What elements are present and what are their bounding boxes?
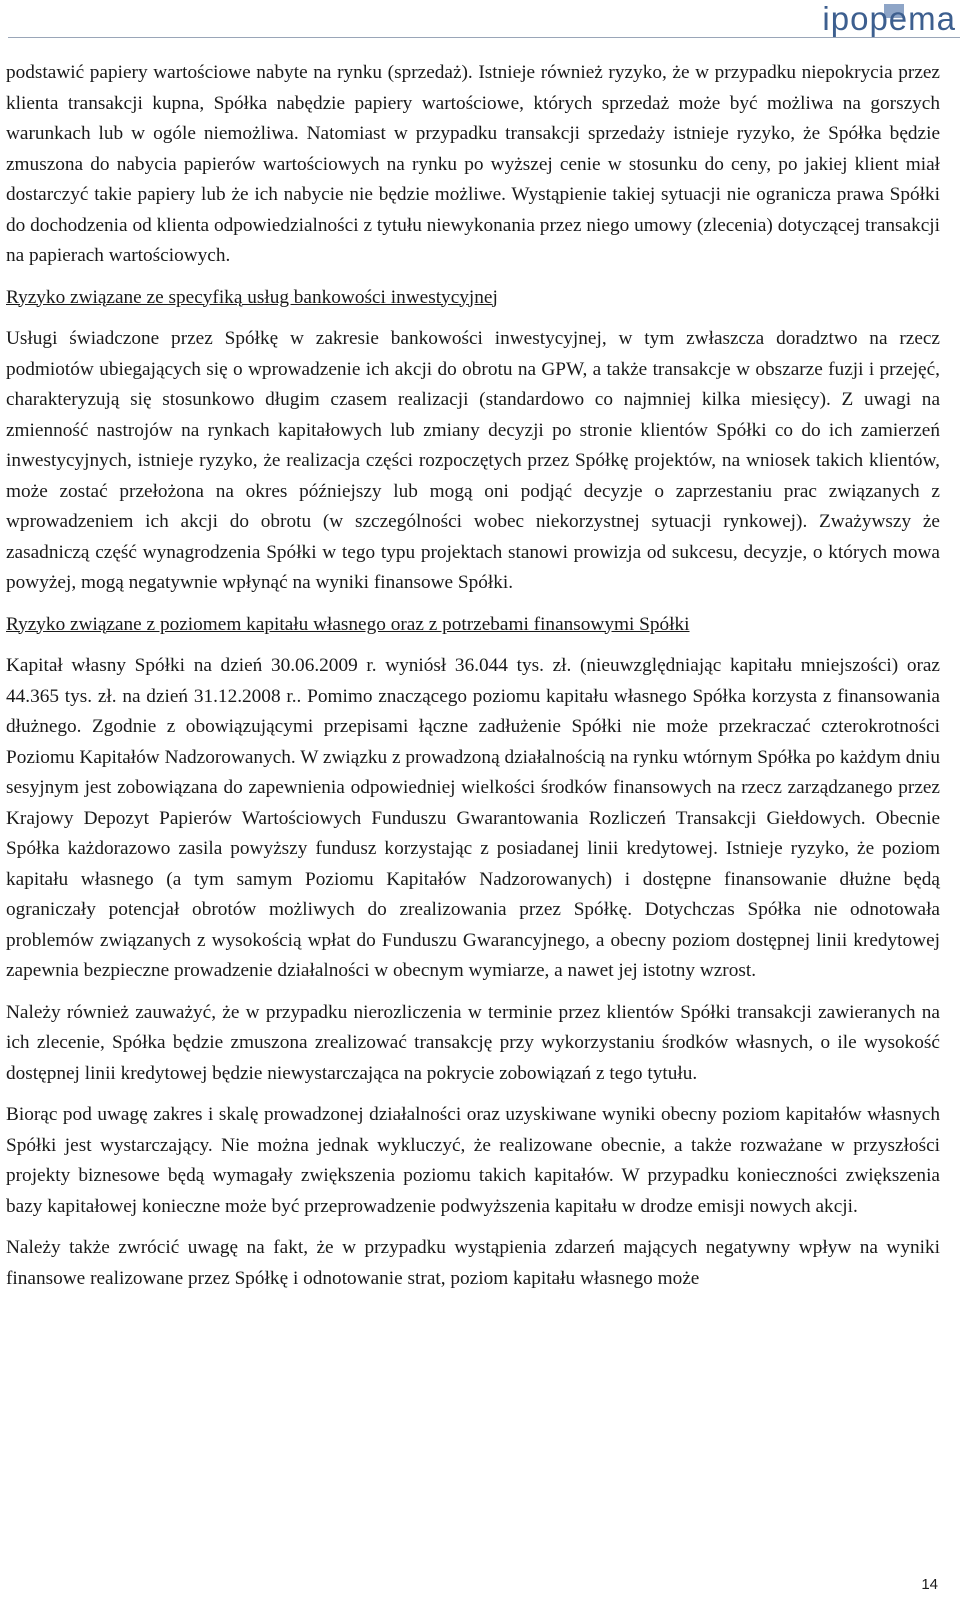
paragraph-client-settlement: Należy również zauważyć, że w przypadku nierozliczenia w terminie przez klientów Spółki transakcji zawieranych na ich zlecenie, Spółka będzie zmuszona zrealizować transakcję przy wykorzystaniu środków własnych, o ile wysokość dostępnej linii kredytowej będzie niewystarczająca na pokrycie zobowiązań z tego tytułu. — [6, 1001, 940, 1084]
section-heading-investment-banking: Ryzyko związane ze specyfiką usług bankowości inwestycyjnej — [6, 286, 498, 308]
document-body — [6, 58, 940, 1305]
paragraph-capital-sufficiency: Biorąc pod uwagę zakres i skalę prowadzonej działalności oraz uzyskiwane wyniki obecny poziom kapitałów własnych Spółki jest wystarczający. Nie można jednak wykluczyć, że realizowane obecnie, a także rozważane w przyszłości projekty biznesowe będą wymagały zwiększenia poziomu takich kapitałów. W przypadku konieczności zwiększenia bazy kapitałowej konieczne może być przeprowadzenie podwyższenia kapitału w drodze emisji nowych akcji. — [6, 1104, 940, 1217]
section-heading-equity-capital: Ryzyko związane z poziomem kapitału własnego oraz z potrzebami finansowymi Spółki — [6, 613, 690, 635]
logo-text: ipopema — [822, 0, 956, 37]
paragraph-equity-capital: Kapitał własny Spółki na dzień 30.06.2009 r. wyniósł 36.044 tys. zł. (nieuwzględniając kapitału mniejszości) oraz 44.365 tys. zł. na dzień 31.12.2008 r.. Pomimo znaczącego poziomu kapitału własnego Spółka korzysta z finansowania dłużnego. Zgodnie z obowiązującymi przepisami łączne zadłużenie Spółki nie może przekraczać czterokrotności Poziomu Kapitałów Nadzorowanych. W związku z prowadzoną działalnością na rynku wtórnym Spółka po każdym dniu sesyjnym jest zobowiązana do zapewnienia odpowiedniej wielkości środków finansowych na rzecz zarządzanego przez Krajowy Depozyt Papierów Wartościowych Funduszu Gwarantowania Rozliczeń Transakcji Giełdowych. Obecnie Spółka każdorazowo zasila powyższy fundusz korzystając z posiadanej linii kredytowej. Istnieje ryzyko, że poziom kapitału własnego (a tym samym Poziomu Kapitałów Nadzorowanych) i dostępne finansowanie dłużne będą ograniczały potencjał obrotów możliwych do zrealizowania przez Spółkę. Dotychczas Spółka nie odnotowała problemów związanych z wysokością wpłat do Funduszu Gwarancyjnego, a obecny poziom dostępnej linii kredytowej zapewnia bezpieczne prowadzenie działalności w obecnym wymiarze, a nawet jej istotny wzrost. — [6, 655, 940, 981]
header-divider — [8, 37, 960, 38]
paragraph-losses-impact: Należy także zwrócić uwagę na fakt, że w przypadku wystąpienia zdarzeń mających negatywny wpływ na wyniki finansowe realizowane przez Spółkę i odnotowanie strat, poziom kapitału własnego może — [6, 1237, 940, 1289]
paragraph-investment-banking: Usługi świadczone przez Spółkę w zakresie bankowości inwestycyjnej, w tym zwłaszcza doradztwo na rzecz podmiotów ubiegających się o wprowadzenie ich akcji do obrotu na GPW, a także transakcje w obszarze fuzji i przejęć, charakteryzują się stosunkowo długim czasem realizacji (standardowo co najmniej kilka miesięcy). Z uwagi na zmienność nastrojów na rynkach kapitałowych lub zmiany decyzji po stronie klientów Spółki co do ich zamierzeń inwestycyjnych, istnieje ryzyko, że realizacja części rozpoczętych przez Spółkę projektów, na wniosek takich klientów, może zostać przełożona na okres późniejszy lub mogą oni podjąć decyzje o zaprzestaniu prac związanych z wprowadzeniem ich akcji do obrotu (w szczególności wobec niekorzystnej sytuacji rynkowej). Zważywszy że zasadniczą część wynagrodzenia Spółki w tego typu projektach stanowi prowizja od sukcesu, decyzje, o których mowa powyżej, mogą negatywnie wpłynąć na wyniki finansowe Spółki. — [6, 328, 940, 593]
page-header — [0, 0, 960, 40]
page-number: 14 — [921, 1576, 938, 1593]
paragraph-transaction-risk: podstawić papiery wartościowe nabyte na rynku (sprzedaż). Istnieje również ryzyko, że w przypadku niepokrycia przez klienta transakcji kupna, Spółka nabędzie papiery wartościowe, których sprzedaż może być możliwa na gorszych warunkach lub w ogóle niemożliwa. Natomiast w przypadku transakcji sprzedaży istnieje ryzyko, że Spółka będzie zmuszona do nabycia papierów wartościowych na rynku po wyższej cenie w stosunku do ceny, po jakiej klient miał dostarczyć takie papiery lub że ich nabycie nie będzie możliwe. Wystąpienie takiej sytuacji nie ogranicza prawa Spółki do dochodzenia od klienta odpowiedzialności z tytułu niewykonania przez niego umowy (zlecenia) dotyczącej transakcji na papierach wartościowych. — [6, 62, 940, 266]
ipopema-logo — [822, 2, 956, 36]
